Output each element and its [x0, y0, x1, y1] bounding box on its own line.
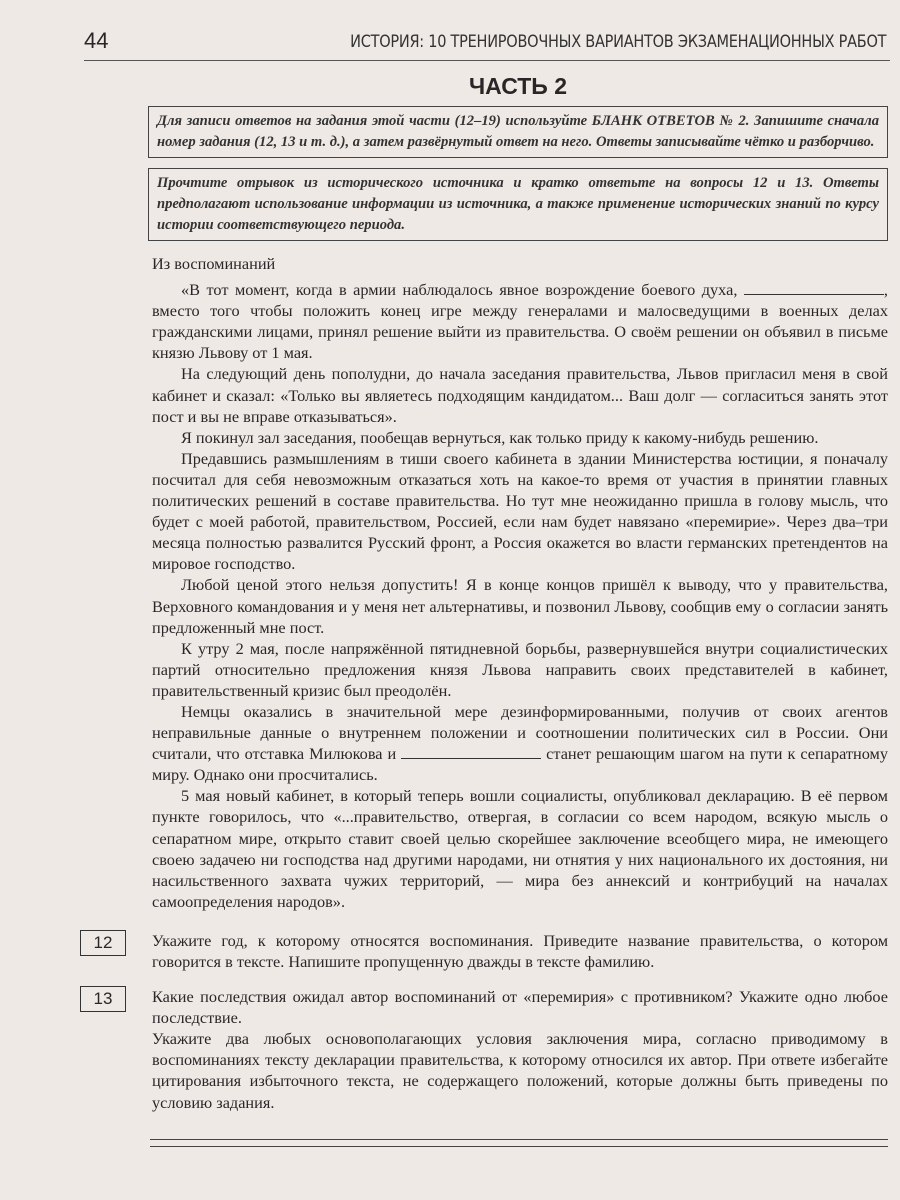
instruction-box-source: Прочтите отрывок из исторического источника и кратко ответьте на вопросы 12 и 13. Ответы предполагают использование информации из источника, а также применение исторических знаний по курсу истории соответствующего периода.	[148, 168, 888, 241]
paragraph: К утру 2 мая, после напряжённой пятидневной борьбы, развернувшейся внутри социалистических партий относительно предложения князя Львова направить своих представителей в кабинет, правительственный кризис был преодолён.	[152, 638, 888, 700]
paragraph: Я покинул зал заседания, пообещав вернуться, как только приду к какому-нибудь решению.	[181, 427, 819, 447]
text: Немцы оказались в значительной мере дезинформированными, получив от своих агентов неправильные данные о внутреннем положении и соотношении политических сил в России. Они считали, что отставка Милюкова и	[152, 701, 888, 764]
instruction-box-answers: Для записи ответов на задания этой части (12–19) используйте БЛАНК ОТВЕТОВ № 2. Запишите сначала номер задания (12, 13 и т. д.), а затем развёрнутый ответ на него. Ответы записывайте чётко и разборчиво.	[148, 106, 888, 158]
task-text: Укажите год, к которому относятся воспоминания. Приведите название правительства, о котором говорится в тексте. Напишите пропущенную дважды в тексте фамилию.	[152, 930, 888, 971]
task-12	[80, 930, 888, 972]
task-text: Укажите два любых основополагающих условия заключения мира, согласно приводимому в воспоминаниях тексту декларации правительства, к которому относился их автор. При ответе избегайте цитирования избыточного текста, не содержащего положений, которые должны быть приведены по условию задания.	[152, 1029, 888, 1112]
part-title: ЧАСТЬ 2	[469, 73, 567, 99]
paragraph	[152, 701, 888, 785]
bottom-rule	[150, 1146, 888, 1147]
paragraph: Предавшись размышлениям в тиши своего кабинета в здании Министерства юстиции, я поначалу посчитал для себя невозможным отказаться хоть на какое-то время от участия в принятии главных политических решений в составе правительства. Но тут мне неожиданно пришла в голову мысль, что будет с моей работой, правительством, Россией, если нам будет навязано «перемирие». Через два–три месяца полностью развалится Русский фронт, а Россия окажется во власти германских претендентов на мировое господство.	[152, 448, 888, 574]
task-13	[80, 986, 888, 1113]
paragraph: На следующий день пополудни, до начала заседания правительства, Львов пригласил меня в свой кабинет и сказал: «Только вы являетесь подходящим кандидатом... Ваш долг — согласиться занять этот пост и вы не вправе отказываться».	[152, 364, 888, 426]
text: , вместо того чтобы положить конец игре между генералами и малосведущими в военных делах гражданскими лицами, принял решение выйти из правительства. О своём решении он объявил в письме князю Львову от 1 мая.	[152, 280, 888, 363]
running-title: ИСТОРИЯ: 10 ТРЕНИРОВОЧНЫХ ВАРИАНТОВ ЭКЗАМЕНАЦИОННЫХ РАБОТ	[349, 32, 886, 51]
blank-gap	[401, 746, 541, 759]
paragraph: 5 мая новый кабинет, в который теперь вошли социалисты, опубликовал декларацию. В её первом пункте говорилось, что «...правительство, отвергая, в согласии со всем народом, всякую мысль о сепаратном мире, открыто ставит своей целью скорейшее заключение всеобщего мира, не имеющего своею задачею ни господства над другими народами, ни отнятия у них национального их достояния, ни насильственного захвата чужих территорий, — мира без аннексий и контрибуций на началах самоопределения народов».	[152, 786, 888, 911]
source-title: Из воспоминаний	[152, 254, 276, 273]
task-number-box: 12	[80, 930, 126, 956]
paragraph	[152, 279, 888, 363]
bottom-rule	[150, 1139, 888, 1140]
paragraph: Любой ценой этого нельзя допустить! Я в конце концов пришёл к выводу, что у правительства, Верховного командования и у меня нет альтернативы, и позвонил Львову, сообщив ему о согласии занять предложенный мне пост.	[152, 575, 888, 637]
page-body	[80, 72, 888, 1167]
task-text: Какие последствия ожидал автор воспоминаний от «перемирия» с противником? Укажите одно любое последствие.	[152, 987, 888, 1028]
text: станет решающим шагом на пути к сепаратному миру. Однако они просчитались.	[152, 744, 889, 785]
blank-gap	[744, 282, 884, 295]
source-text	[152, 253, 888, 912]
task-number-box: 13	[80, 986, 126, 1012]
header-divider	[84, 60, 890, 61]
text: «В тот момент, когда в армии наблюдалось явное возрождение боевого духа,	[181, 280, 744, 300]
page-number: 44	[84, 28, 109, 53]
